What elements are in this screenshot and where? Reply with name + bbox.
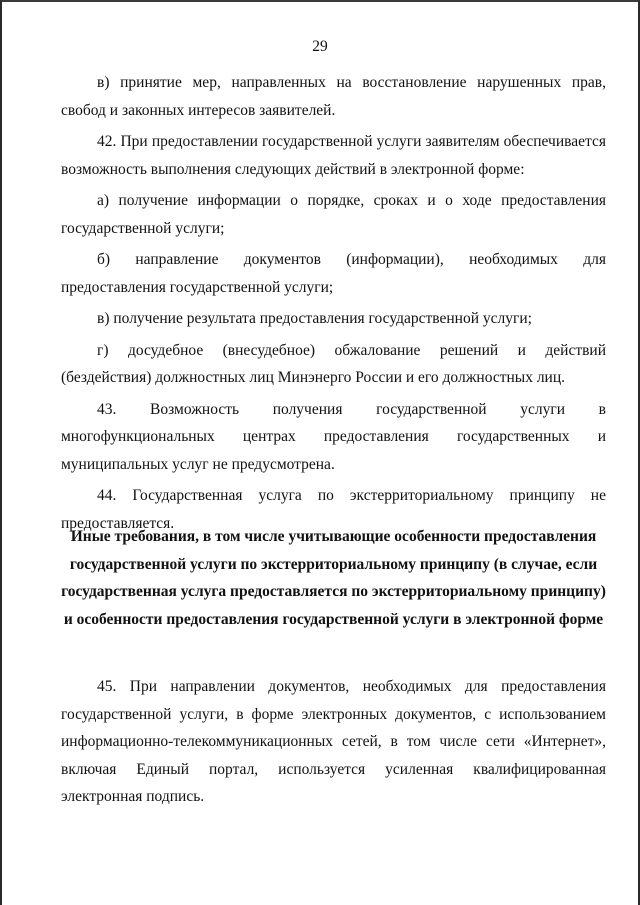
paragraph-42-item-g: г) досудебное (внесудебное) обжалование решений и действий (бездействия) должностных лиц Минэнерго России и его должностных лиц. [61, 341, 606, 386]
section-heading: Иные требования, в том числе учитывающие особенности предоставления государственной услуги по экстерриториальному принципу (в случае, если государственная услуга предоставляется по экстерриториальному принципу) и особенности предоставления государственной услуги в электронной форме [61, 528, 606, 628]
paragraph-43: 43. Возможность получения государственной услуги в многофункциональных центрах предоставления государственных и муниципальных услуг не предусмотрена. [61, 400, 606, 473]
paragraph-42-item-v: в) получение результата предоставления государственной услуги; [97, 310, 532, 327]
paragraph-45: 45. При направлении документов, необходимых для предоставления государственной услуги, в форме электронных документов, с использованием информационно-телекоммуникационных сетей, в том числе сети «Интернет», включая Единый портал, используется усиленная квалифицированная электронная подпись. [61, 678, 606, 805]
paragraph-protection-measures: в) принятие мер, направленных на восстановление нарушенных прав, свобод и законных интересов заявителей. [61, 74, 606, 119]
paragraphs-block [61, 69, 606, 537]
section-paragraphs-block [61, 673, 606, 811]
paragraph-44: 44. Государственная услуга по экстерриториальному принципу не предоставляется. [61, 487, 606, 532]
paragraph-42-item-a: а) получение информации о порядке, сроках и о ходе предоставления государственной услуги; [61, 192, 606, 237]
paragraph-42: 42. При предоставлении государственной услуги заявителям обеспечивается возможность выполнения следующих действий в электронной форме: [61, 133, 606, 178]
paragraph-42-item-b: б) направление документов (информации), необходимых для предоставления государственной услуги; [61, 251, 606, 296]
page-number: 29 [312, 38, 328, 55]
